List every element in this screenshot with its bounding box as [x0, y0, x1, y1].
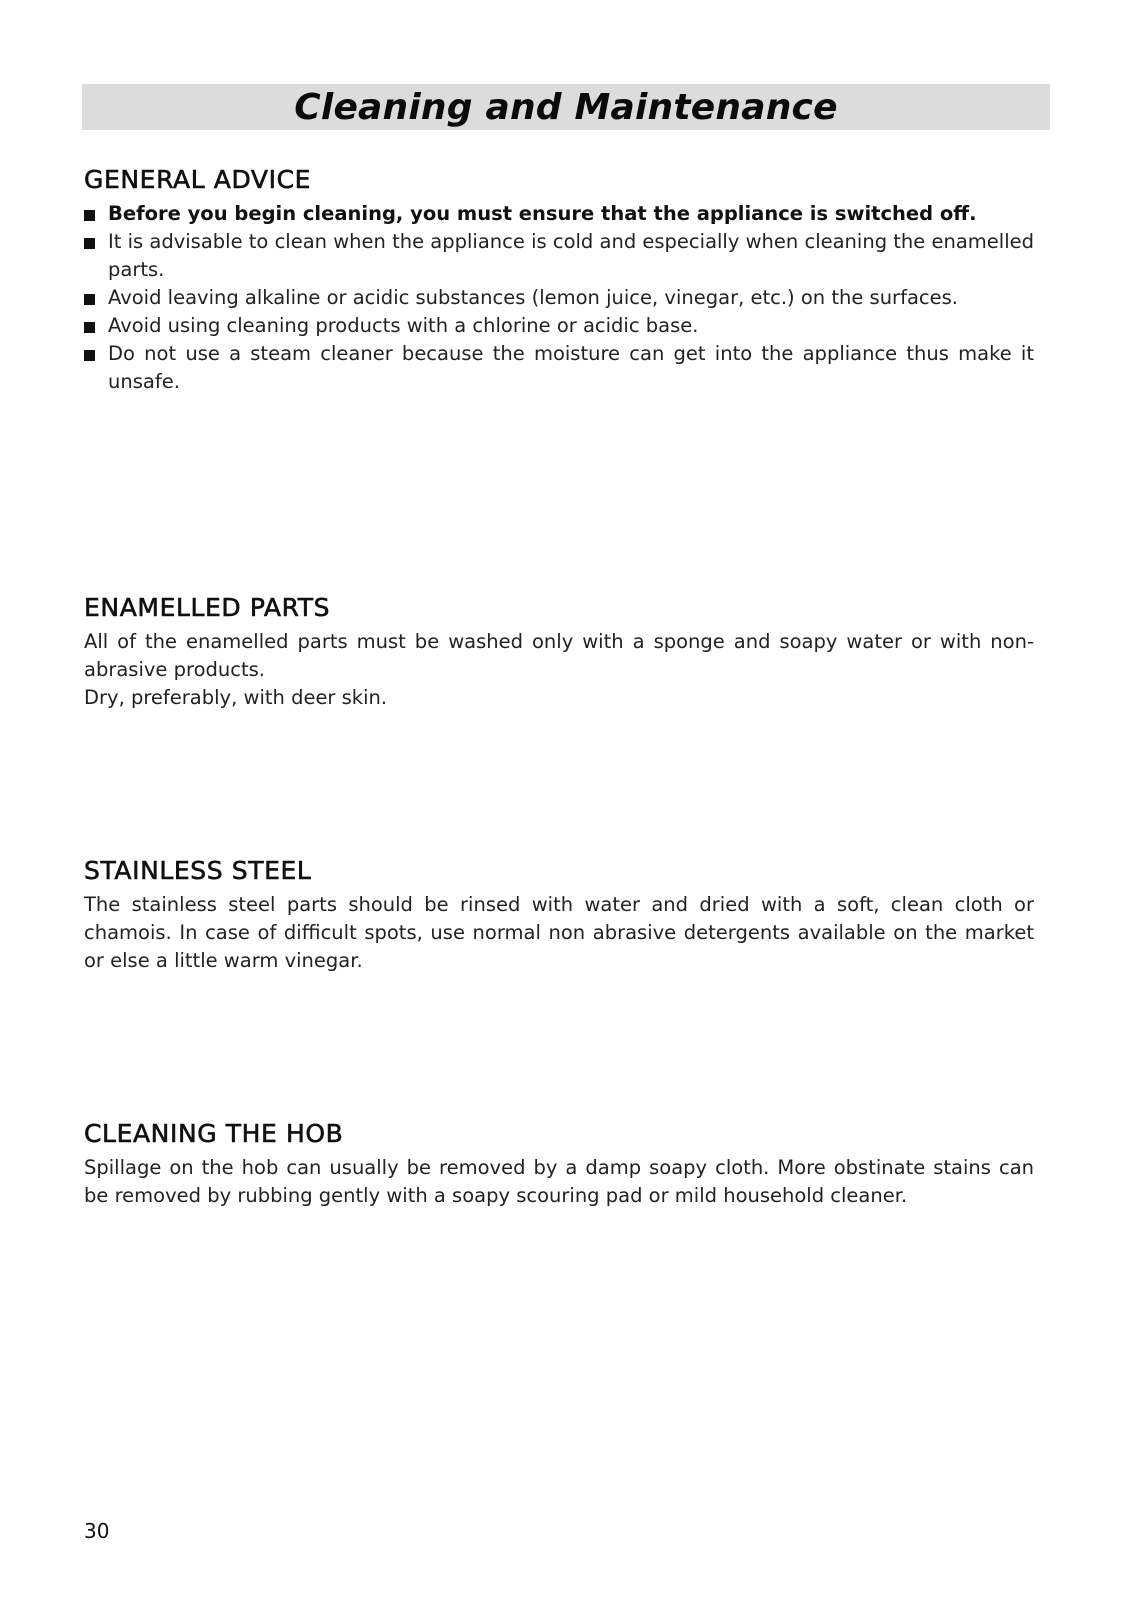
bullet-text: Avoid leaving alkaline or acidic substances (lemon juice, vinegar, etc.) on the surfaces. [108, 286, 958, 309]
section-general-advice [84, 165, 1034, 396]
bullet-item [84, 340, 1034, 396]
page-number: 30 [84, 1519, 110, 1543]
enamelled-parts-text [84, 628, 1034, 712]
bullet-item [84, 228, 1034, 284]
general-advice-list [84, 200, 1034, 396]
square-bullet-icon [84, 210, 95, 221]
square-bullet-icon [84, 294, 95, 305]
stainless-steel-text: The stainless steel parts should be rinsed with water and dried with a soft, clean cloth or chamois. In case of difficult spots, use normal non abrasive detergents available on the market or else a little warm vinegar. [84, 893, 1034, 972]
bullet-text: Avoid using cleaning products with a chlorine or acidic base. [108, 314, 699, 337]
title-bar [82, 84, 1050, 130]
page-title: Cleaning and Maintenance [294, 86, 838, 128]
stainless-steel-heading: STAINLESS STEEL [84, 856, 312, 885]
bullet-item [84, 284, 1034, 312]
bullet-item [84, 312, 1034, 340]
bullet-text: It is advisable to clean when the appliance is cold and especially when cleaning the enamelled parts. [108, 230, 1034, 281]
cleaning-hob-text: Spillage on the hob can usually be removed by a damp soapy cloth. More obstinate stains can be removed by rubbing gently with a soapy scouring pad or mild household cleaner. [84, 1156, 1034, 1207]
section-enamelled-parts [84, 593, 1034, 712]
section-stainless-steel [84, 856, 1034, 975]
bullet-text: Do not use a steam cleaner because the moisture can get into the appliance thus make it unsafe. [108, 342, 1034, 393]
section-cleaning-hob [84, 1119, 1034, 1210]
bullet-item [84, 200, 1034, 228]
square-bullet-icon [84, 322, 95, 333]
square-bullet-icon [84, 238, 95, 249]
square-bullet-icon [84, 350, 95, 361]
enamelled-parts-line: Dry, preferably, with deer skin. [84, 686, 388, 709]
cleaning-hob-heading: CLEANING THE HOB [84, 1119, 344, 1148]
general-advice-heading: GENERAL ADVICE [84, 165, 312, 194]
enamelled-parts-heading: ENAMELLED PARTS [84, 593, 331, 622]
bullet-text: Before you begin cleaning, you must ensure that the appliance is switched off. [108, 202, 977, 225]
enamelled-parts-line: All of the enamelled parts must be washed only with a sponge and soapy water or with non-abrasive products. [84, 630, 1034, 681]
